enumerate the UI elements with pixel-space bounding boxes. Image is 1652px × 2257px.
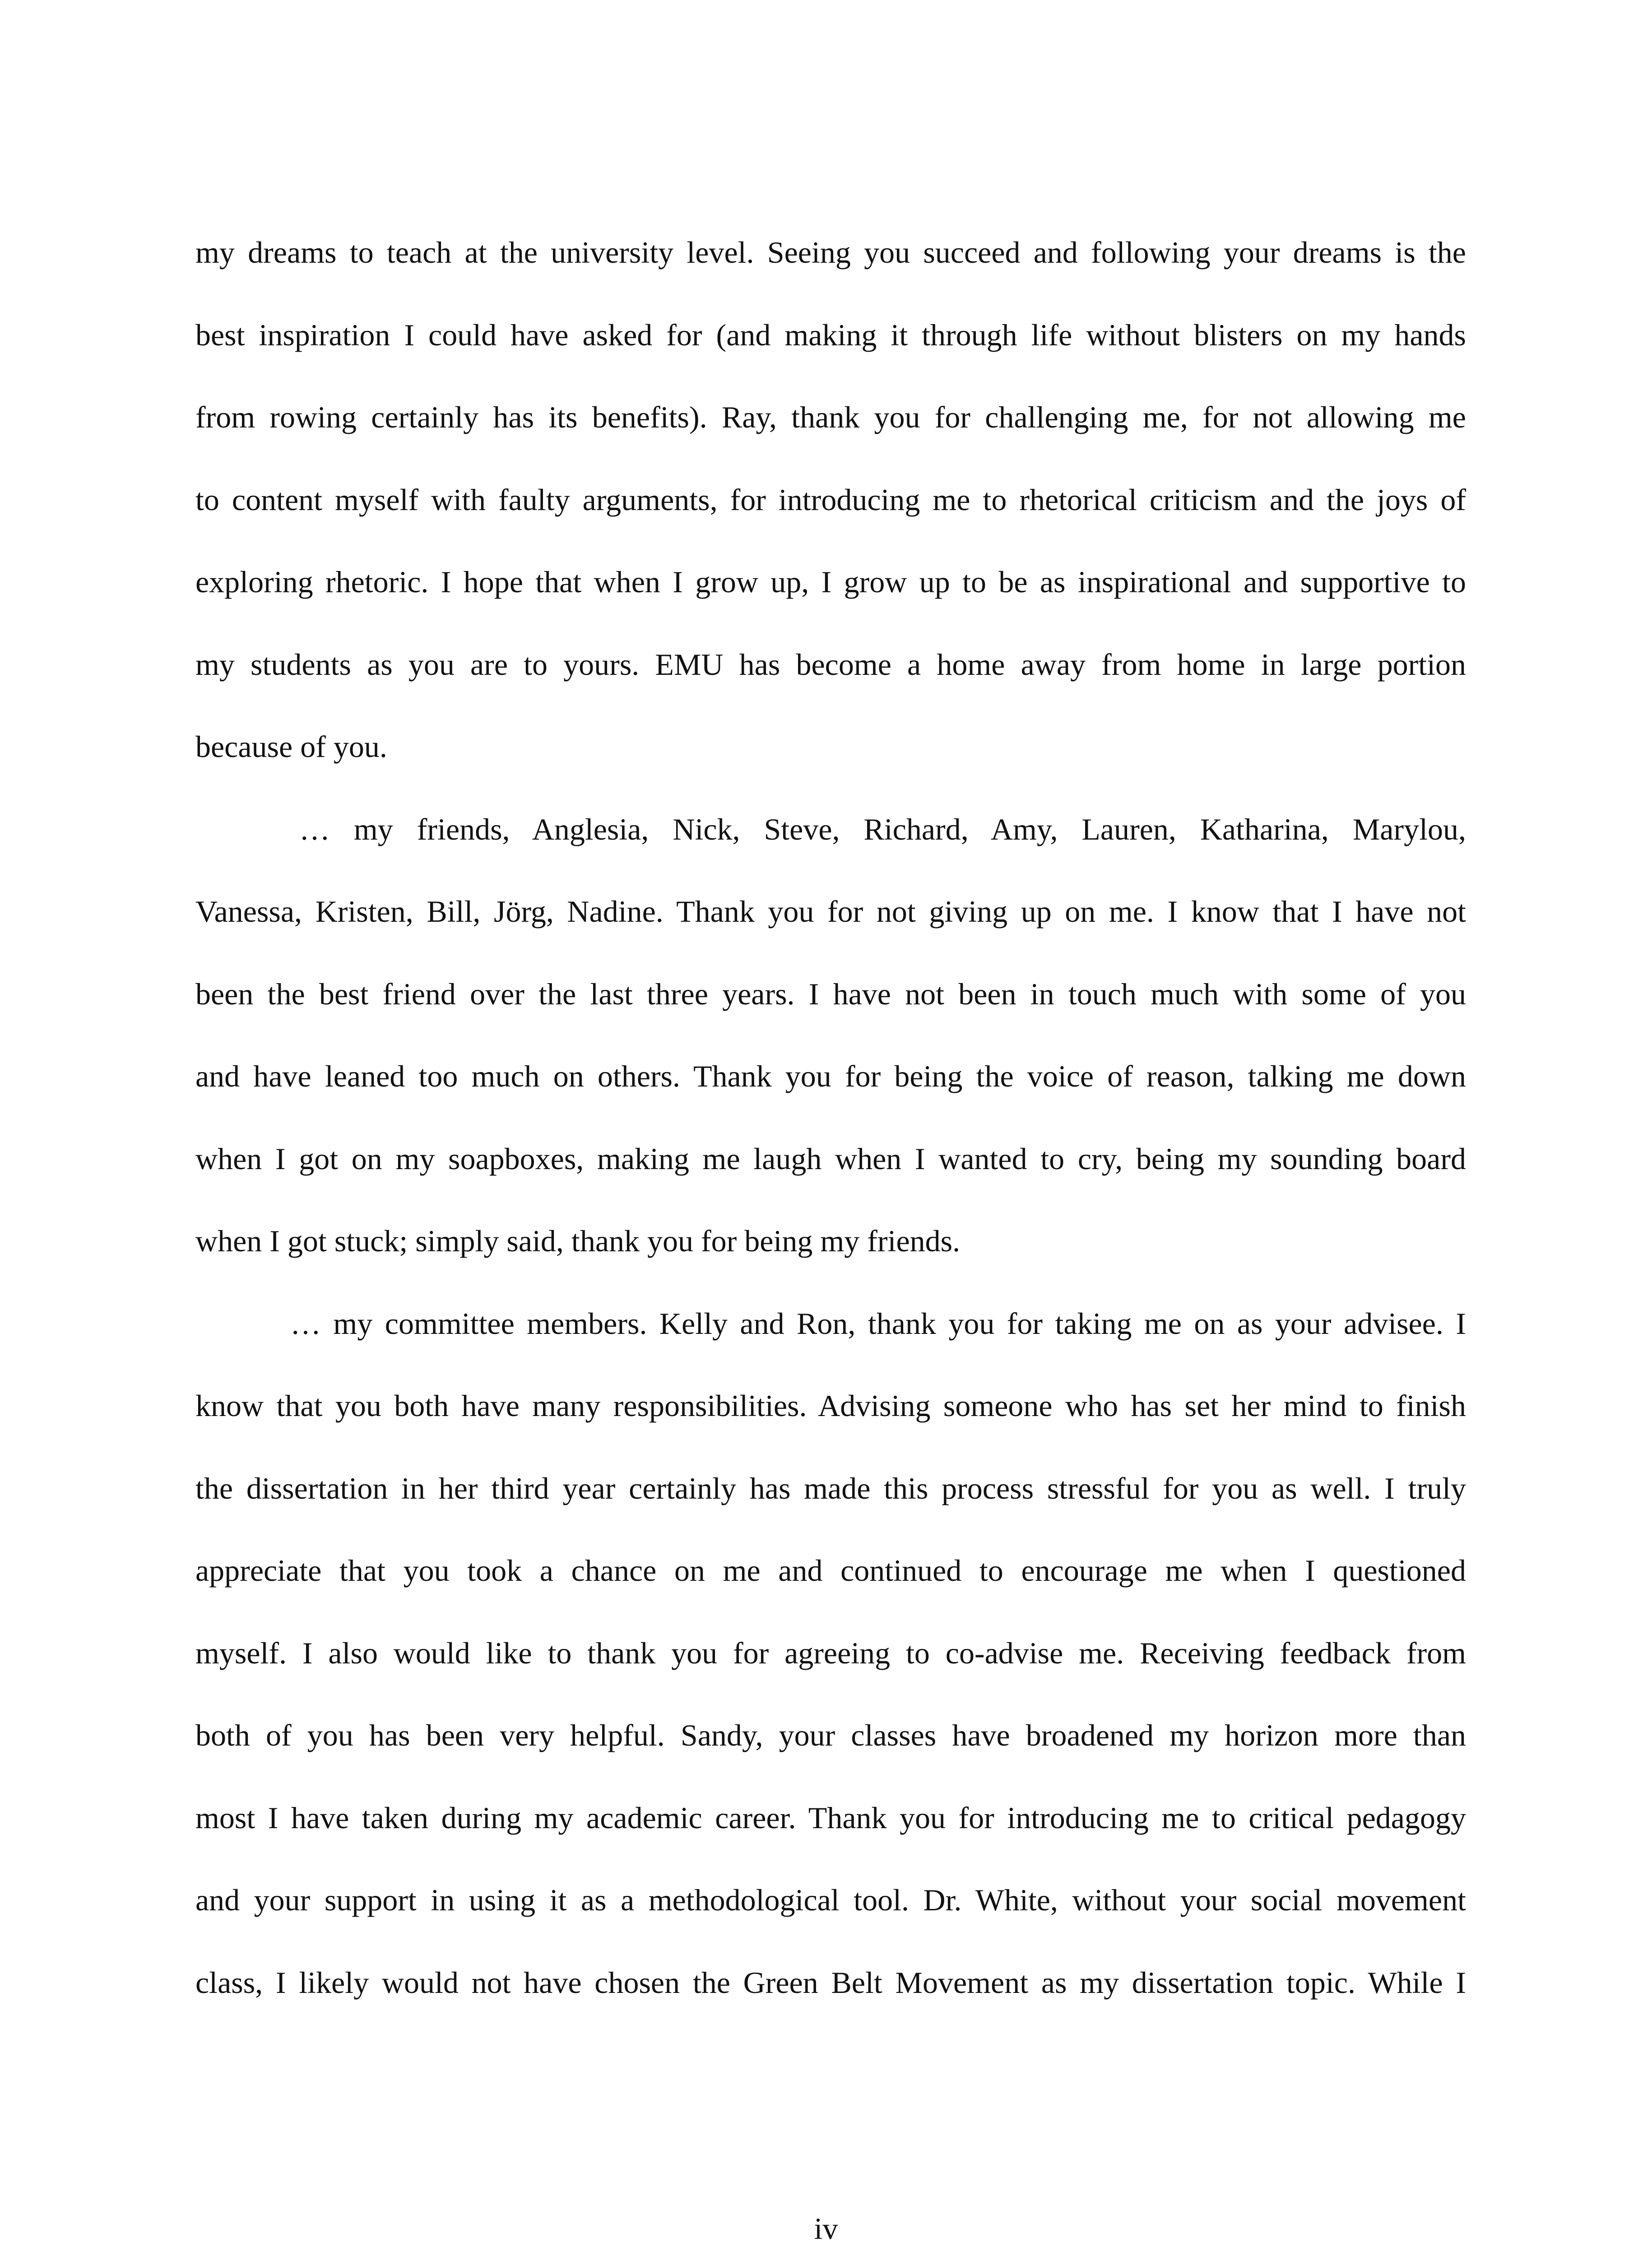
- text-line: class, I likely would not have chosen the Green Belt Movement as my dissertation topic. While I: [195, 1965, 1466, 2000]
- text-line: from rowing certainly has its benefits). Ray, thank you for challenging me, for not allowing me: [195, 400, 1466, 434]
- text-line: because of you.: [195, 729, 387, 764]
- text-line: and your support in using it as a methodological tool. Dr. White, without your social movement: [195, 1883, 1466, 1917]
- text-line: best inspiration I could have asked for (and making it through life without blisters on my hands: [195, 317, 1466, 352]
- text-line: to content myself with faulty arguments, for introducing me to rhetorical criticism and the joys of: [195, 482, 1466, 517]
- text-line: … my friends, Anglesia, Nick, Steve, Richard, Amy, Lauren, Katharina, Marylou,: [299, 812, 1466, 846]
- text-line: exploring rhetoric. I hope that when I grow up, I grow up to be as inspirational and supportive to: [195, 565, 1466, 599]
- text-line: and have leaned too much on others. Thank you for being the voice of reason, talking me down: [195, 1059, 1466, 1093]
- text-line: appreciate that you took a chance on me and continued to encourage me when I questioned: [195, 1553, 1466, 1588]
- text-line: Vanessa, Kristen, Bill, Jörg, Nadine. Thank you for not giving up on me. I know that I have not: [195, 894, 1466, 929]
- page-number: iv: [814, 2211, 838, 2246]
- text-line: myself. I also would like to thank you for agreeing to co-advise me. Receiving feedback from: [195, 1635, 1466, 1670]
- text-line: know that you both have many responsibilities. Advising someone who has set her mind to finish: [195, 1389, 1466, 1423]
- text-line: … my committee members. Kelly and Ron, thank you for taking me on as your advisee. I: [290, 1306, 1466, 1341]
- text-line: both of you has been very helpful. Sandy, your classes have broadened my horizon more than: [195, 1718, 1466, 1752]
- body-text: [195, 211, 1466, 2024]
- text-line: most I have taken during my academic career. Thank you for introducing me to critical pedagogy: [195, 1800, 1466, 1835]
- text-line: when I got on my soapboxes, making me laugh when I wanted to cry, being my sounding board: [195, 1141, 1466, 1176]
- text-line: my dreams to teach at the university level. Seeing you succeed and following your dreams is the: [195, 235, 1466, 269]
- text-line: my students as you are to yours. EMU has become a home away from home in large portion: [195, 647, 1466, 682]
- text-line: been the best friend over the last three years. I have not been in touch much with some of you: [195, 976, 1466, 1011]
- text-line: when I got stuck; simply said, thank you for being my friends.: [195, 1224, 961, 1258]
- text-line: the dissertation in her third year certainly has made this process stressful for you as well. I truly: [195, 1471, 1466, 1505]
